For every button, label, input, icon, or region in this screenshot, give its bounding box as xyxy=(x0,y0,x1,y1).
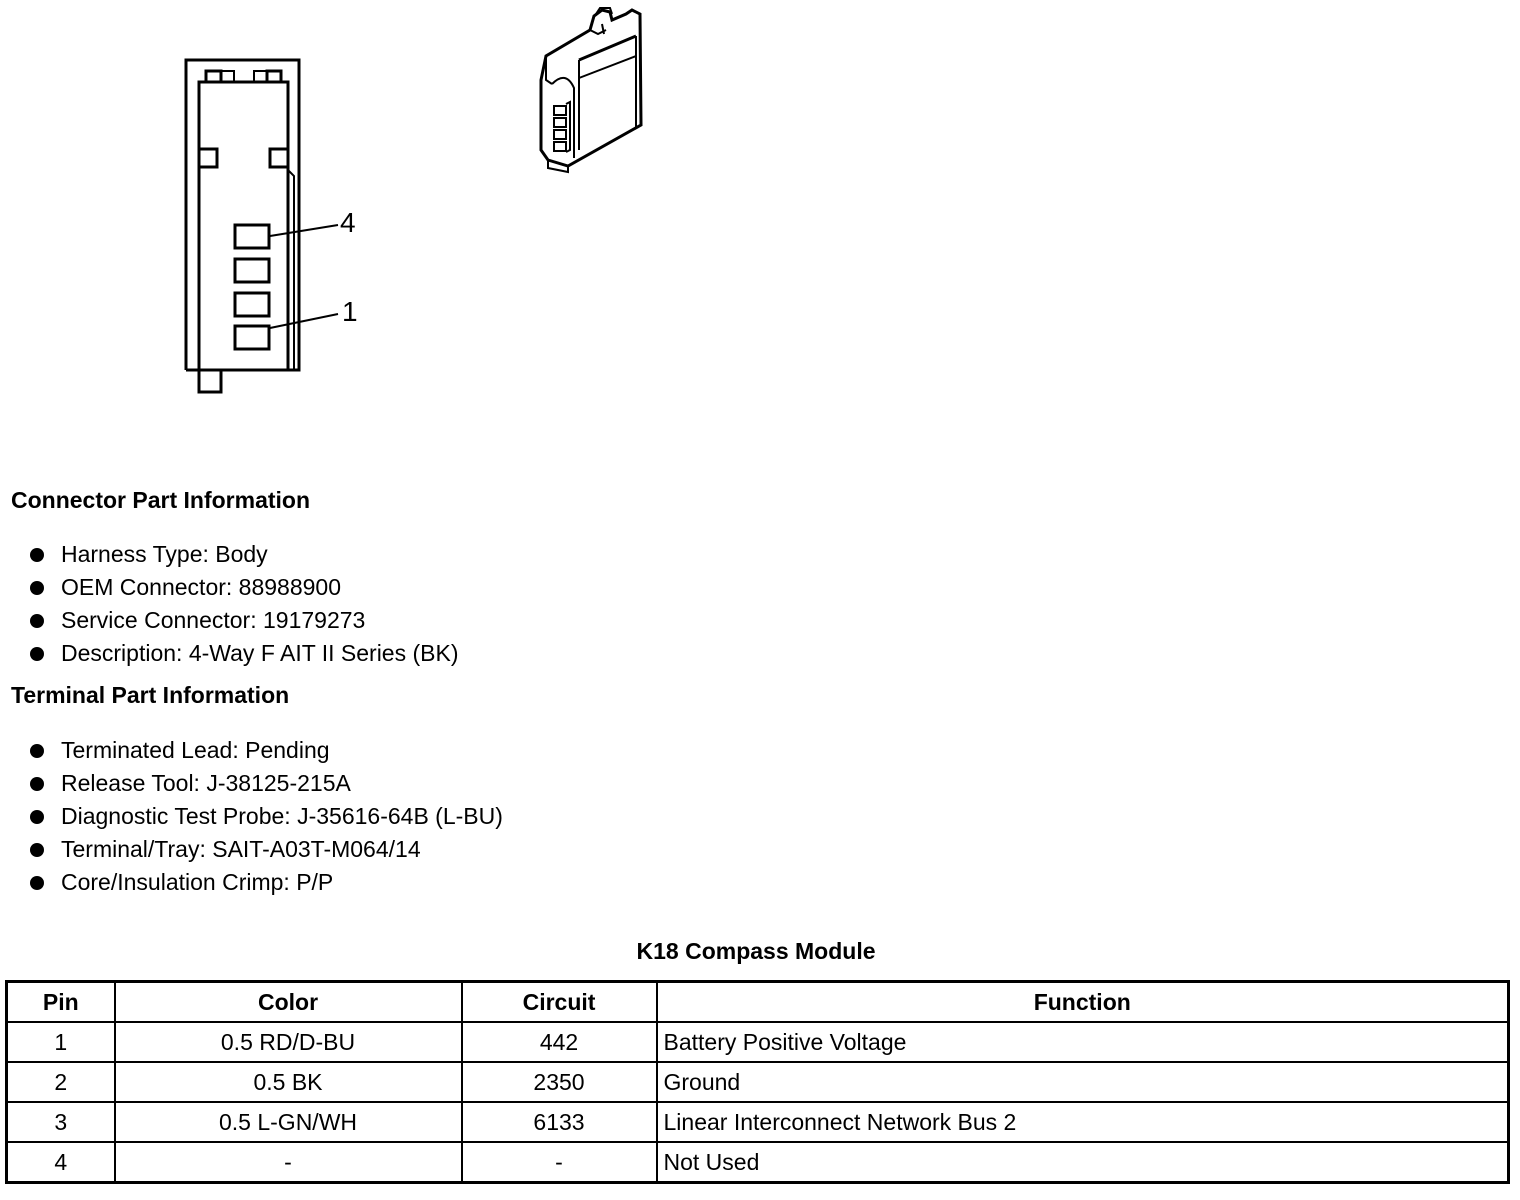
table-title: K18 Compass Module xyxy=(636,938,876,964)
table-row xyxy=(7,1102,1509,1142)
table-row xyxy=(7,1142,1509,1183)
connector-info-list xyxy=(30,538,459,670)
cell-circuit: - xyxy=(462,1142,657,1183)
connector-info-item: Service Connector: 19179273 xyxy=(61,607,366,633)
bullet-icon xyxy=(30,581,44,595)
cell-circuit: 2350 xyxy=(462,1062,657,1102)
terminal-info-item: Diagnostic Test Probe: J-35616-64B (L-BU) xyxy=(61,803,503,829)
cell-color: 0.5 L-GN/WH xyxy=(115,1102,462,1142)
terminal-info-item: Terminal/Tray: SAIT-A03T-M064/14 xyxy=(61,836,421,862)
connector-info-item: OEM Connector: 88988900 xyxy=(61,574,342,600)
table-row xyxy=(7,1062,1509,1102)
pin-table xyxy=(5,980,1510,1184)
cell-color: 0.5 BK xyxy=(115,1062,462,1102)
connector-drawings xyxy=(0,0,1520,470)
terminal-info-item: Core/Insulation Crimp: P/P xyxy=(61,869,334,895)
bullet-icon xyxy=(30,647,44,661)
terminal-info-item: Release Tool: J-38125-215A xyxy=(61,770,351,796)
bullet-icon xyxy=(30,548,44,562)
list-item xyxy=(30,767,503,800)
list-item xyxy=(30,538,459,571)
bullet-icon xyxy=(30,810,44,824)
cell-circuit: 6133 xyxy=(462,1102,657,1142)
connector-info-item: Harness Type: Body xyxy=(61,541,268,567)
bullet-icon xyxy=(30,876,44,890)
cell-pin: 3 xyxy=(7,1102,115,1142)
pin-cavity-2 xyxy=(235,293,269,316)
list-item xyxy=(30,571,459,604)
cell-function: Ground xyxy=(657,1062,1509,1102)
cell-function: Battery Positive Voltage xyxy=(657,1022,1509,1062)
pin-cavity-1 xyxy=(235,326,269,349)
bullet-icon xyxy=(30,777,44,791)
connector-info-heading: Connector Part Information xyxy=(11,487,311,513)
list-item xyxy=(30,833,503,866)
table-header-row xyxy=(7,982,1509,1023)
bullet-icon xyxy=(30,744,44,758)
cell-color: - xyxy=(115,1142,462,1183)
pin-label-4: 4 xyxy=(340,207,356,238)
list-item xyxy=(30,866,503,899)
pin-cavity-4 xyxy=(235,225,269,248)
cell-pin: 2 xyxy=(7,1062,115,1102)
bullet-icon xyxy=(30,614,44,628)
pin-cavity-3 xyxy=(235,259,269,282)
connector-iso-view xyxy=(541,8,641,172)
cell-function: Linear Interconnect Network Bus 2 xyxy=(657,1102,1509,1142)
column-header-function: Function xyxy=(657,982,1509,1023)
column-header-pin: Pin xyxy=(7,982,115,1023)
cell-function: Not Used xyxy=(657,1142,1509,1183)
list-item xyxy=(30,637,459,670)
pin-label-1: 1 xyxy=(342,296,358,327)
terminal-info-heading: Terminal Part Information xyxy=(11,682,290,708)
cell-circuit: 442 xyxy=(462,1022,657,1062)
connector-info-item: Description: 4-Way F AIT II Series (BK) xyxy=(61,640,459,666)
column-header-circuit: Circuit xyxy=(462,982,657,1023)
column-header-color: Color xyxy=(115,982,462,1023)
terminal-info-item: Terminated Lead: Pending xyxy=(61,737,330,763)
table-row xyxy=(7,1022,1509,1062)
connector-face-view xyxy=(186,60,338,392)
cell-pin: 1 xyxy=(7,1022,115,1062)
cell-color: 0.5 RD/D-BU xyxy=(115,1022,462,1062)
bullet-icon xyxy=(30,843,44,857)
terminal-info-list xyxy=(30,734,503,899)
cell-pin: 4 xyxy=(7,1142,115,1183)
list-item xyxy=(30,604,459,637)
list-item xyxy=(30,734,503,767)
list-item xyxy=(30,800,503,833)
